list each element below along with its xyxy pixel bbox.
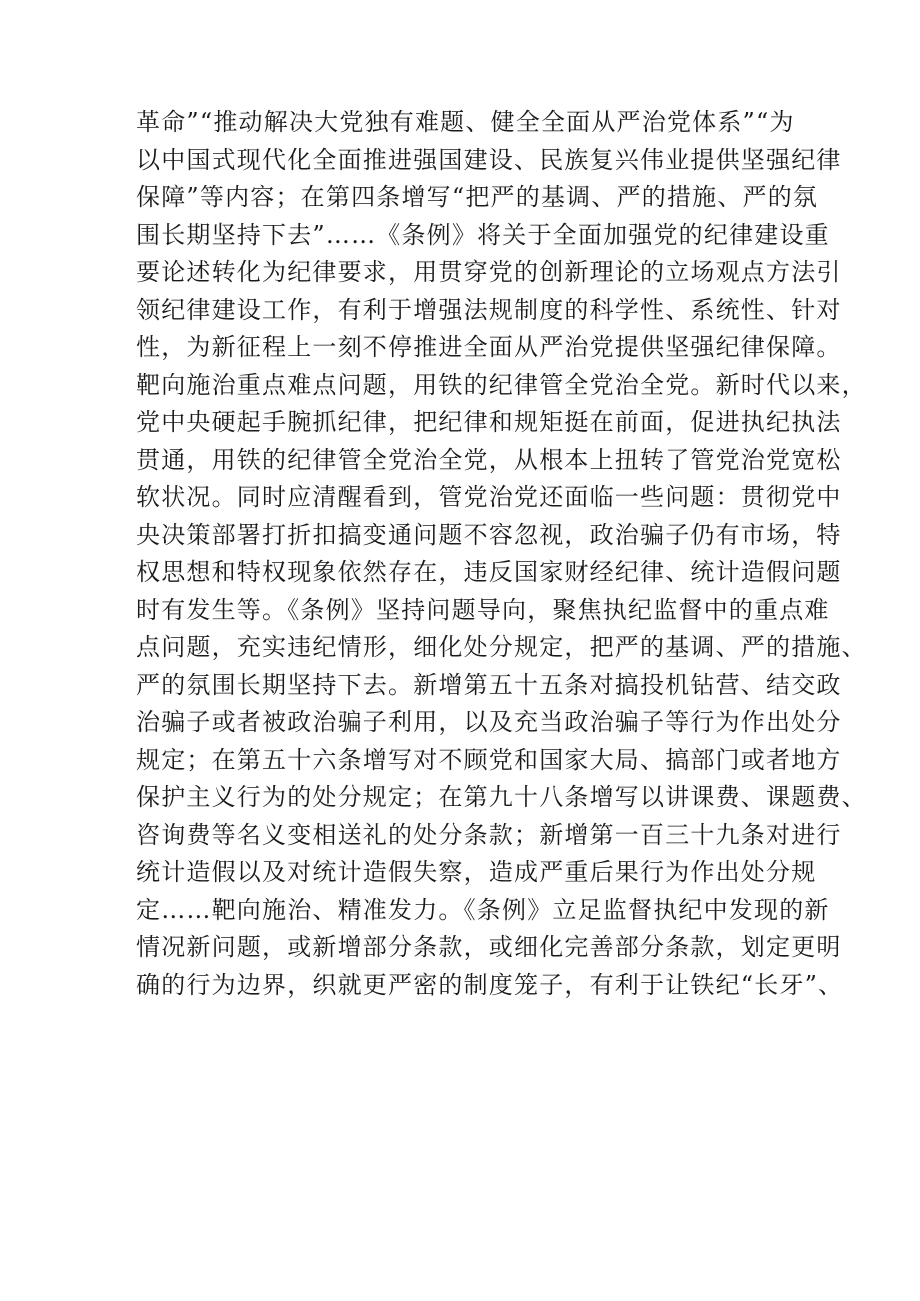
text-line-15: 点问题，充实违纪情形，细化处分规定，把严的基调、严的措施、 xyxy=(136,633,867,661)
text-line-20: 咨询费等名义变相送礼的处分条款；新增第一百三十九条对进行 xyxy=(136,820,842,849)
text-line-10: 贯通，用铁的纪律管全党治全党，从根本上扭转了管党治党宽松 xyxy=(136,445,842,474)
text-line-6: 领纪律建设工作，有利于增强法规制度的科学性、系统性、针对 xyxy=(136,295,842,324)
text-line-5: 要论述转化为纪律要求，用贯穿党的创新理论的立场观点方法引 xyxy=(136,258,842,286)
body-text xyxy=(136,104,867,1004)
text-line-19: 保护主义行为的处分规定；在第九十八条增写以讲课费、课题费、 xyxy=(136,783,867,811)
text-line-2: 以中国式现代化全面推进强国建设、民族复兴伟业提供坚强纪律 xyxy=(136,145,842,174)
text-line-14: 时有发生等。《条例》坚持问题导向，聚焦执纪监督中的重点难 xyxy=(136,595,830,624)
text-line-1: 革命”“推动解决大党独有难题、健全全面从严治党体系”“为 xyxy=(136,108,795,136)
text-line-4: 围长期坚持下去”……《条例》将关于全面加强党的纪律建设重 xyxy=(136,220,830,249)
text-line-18: 规定；在第五十六条增写对不顾党和国家大局、搞部门或者地方 xyxy=(136,745,842,774)
text-line-13: 权思想和特权现象依然存在，违反国家财经纪律、统计造假问题 xyxy=(136,558,842,586)
text-line-12: 央决策部署打折扣搞变通问题不容忽视，政治骗子仍有市场，特 xyxy=(136,520,842,549)
text-line-22: 定……靶向施治、精准发力。《条例》立足监督执纪中发现的新 xyxy=(136,895,830,924)
text-line-9: 党中央硬起手腕抓纪律，把纪律和规矩挺在前面，促进执纪执法 xyxy=(136,408,842,436)
text-line-17: 治骗子或者被政治骗子利用，以及充当政治骗子等行为作出处分 xyxy=(136,708,842,736)
text-line-16: 严的氛围长期坚持下去。新增第五十五条对搞投机钻营、结交政 xyxy=(136,670,842,699)
text-line-7: 性，为新征程上一刻不停推进全面从严治党提供坚强纪律保障。 xyxy=(136,333,842,361)
text-line-21: 统计造假以及对统计造假失察，造成严重后果行为作出处分规 xyxy=(136,858,817,886)
text-line-3: 保障”等内容；在第四条增写“把严的基调、严的措施、严的氛 xyxy=(136,183,819,211)
text-line-8: 靶向施治重点难点问题，用铁的纪律管全党治全党。新时代以来， xyxy=(136,370,867,399)
text-line-24: 确的行为边界，织就更严密的制度笼子，有利于让铁纪“长牙”、 xyxy=(136,970,844,999)
text-line-11: 软状况。同时应清醒看到，管党治党还面临一些问题：贯彻党中 xyxy=(136,483,842,511)
text-line-23: 情况新问题，或新增部分条款，或细化完善部分条款，划定更明 xyxy=(136,933,842,961)
